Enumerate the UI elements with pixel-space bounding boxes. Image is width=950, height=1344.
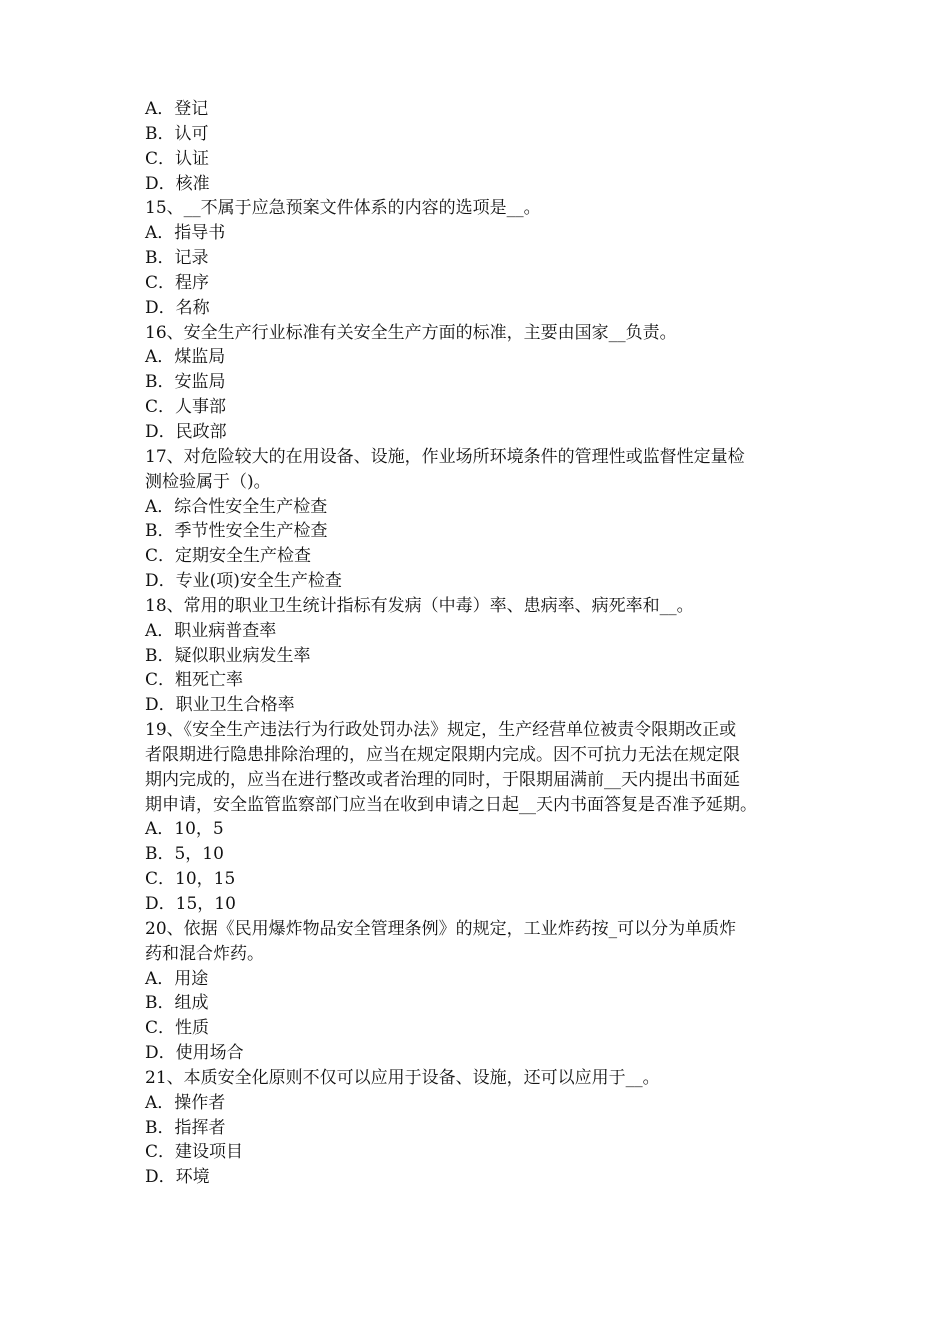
document-content [145,97,825,1190]
option-d: D．名称 [145,297,210,318]
option-b: B．安监局 [145,372,226,393]
question-text: 19、《安全生产违法行为行政处罚办法》规定，生产经营单位被责令限期改正或 [145,720,737,741]
question-text-continued: 药和混合炸药。 [145,943,264,964]
option-c: C．认证 [145,148,210,169]
question-15 [145,196,825,320]
question-text: 16、安全生产行业标准有关安全生产方面的标准，主要由国家__负责。 [145,322,677,343]
option-c: C．建设项目 [145,1142,244,1163]
option-c: C．性质 [145,1018,210,1039]
option-b: B．5，10 [145,844,224,865]
option-a: A．职业病普查率 [145,620,277,641]
question-text: 15、__不属于应急预案文件体系的内容的选项是__。 [145,198,541,219]
option-b: B．认可 [145,123,209,144]
question-text-continued: 测检验属于（)。 [145,471,271,492]
question-19 [145,718,825,917]
option-a: A．煤监局 [145,347,226,368]
option-a: A．操作者 [145,1092,226,1113]
lead-options [145,97,825,196]
question-21 [145,1066,825,1190]
option-b: B．季节性安全生产检查 [145,521,328,542]
question-18 [145,594,825,718]
option-d: D．15，10 [145,894,236,914]
option-a: A．10，5 [145,819,224,840]
question-text-continued: 期内完成的，应当在进行整改或者治理的同时，于限期届满前__天内提出书面延 [145,769,740,790]
option-c: C．10，15 [145,869,236,890]
option-d: D．核准 [145,173,210,194]
question-text: 17、对危险较大的在用设备、设施，作业场所环境条件的管理性或监督性定量检 [145,446,745,467]
option-b: B．组成 [145,993,209,1014]
option-b: B．指挥者 [145,1117,226,1138]
question-20 [145,917,825,1066]
option-a: A．指导书 [145,223,226,244]
option-c: C．粗死亡率 [145,670,244,691]
option-d: D．民政部 [145,421,227,442]
option-d: D．专业(项)安全生产检查 [145,571,342,592]
question-17 [145,445,825,594]
question-text: 20、依据《民用爆炸物品安全管理条例》的规定，工业炸药按_可以分为单质炸 [145,918,737,939]
option-c: C．定期安全生产检查 [145,546,312,567]
option-a: A．综合性安全生产检查 [145,496,328,517]
option-a: A．登记 [145,99,209,119]
option-a: A．用途 [145,968,209,989]
option-d: D．环境 [145,1167,210,1188]
question-text: 18、常用的职业卫生统计指标有发病（中毒）率、患病率、病死率和__。 [145,595,694,616]
question-16 [145,321,825,445]
option-b: B．疑似职业病发生率 [145,645,311,666]
question-text-continued: 者限期进行隐患排除治理的，应当在规定限期内完成。因不可抗力无法在规定限 [145,744,740,765]
option-c: C．人事部 [145,397,227,418]
option-b: B．记录 [145,248,209,269]
option-d: D．职业卫生合格率 [145,695,295,716]
option-c: C．程序 [145,272,210,293]
option-d: D．使用场合 [145,1043,244,1064]
question-text: 21、本质安全化原则不仅可以应用于设备、设施，还可以应用于__。 [145,1067,660,1088]
question-text-continued: 期申请，安全监管监察部门应当在收到申请之日起__天内书面答复是否准予延期。 [145,794,757,815]
